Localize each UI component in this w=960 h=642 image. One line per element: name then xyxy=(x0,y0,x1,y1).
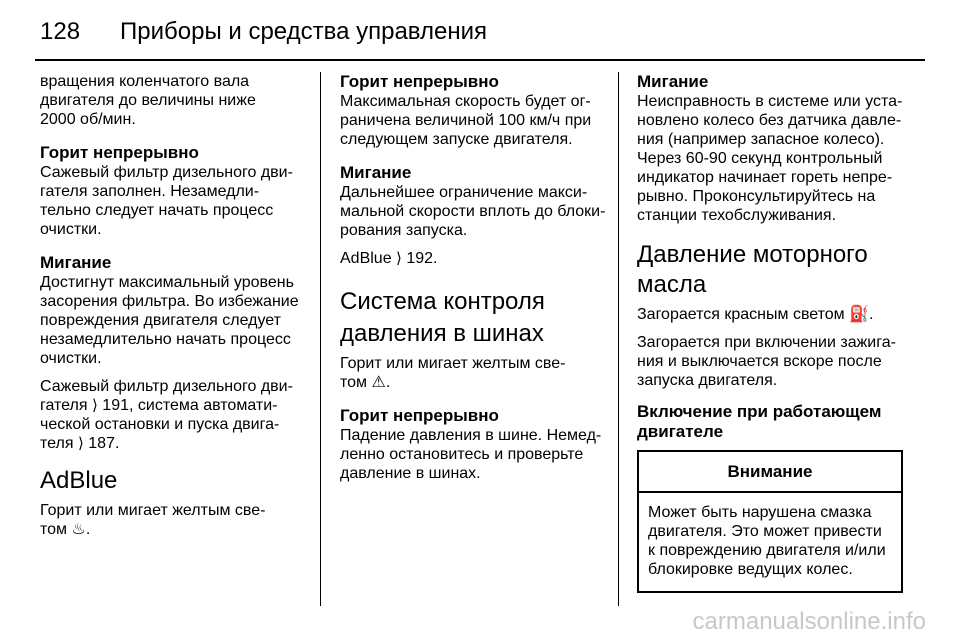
text-line: тельно следует начать процесс xyxy=(40,202,274,219)
warning-body xyxy=(639,493,901,591)
text-line: двигателя. Это может привести xyxy=(648,523,882,540)
text-fragment: 192. xyxy=(401,250,438,267)
paragraph xyxy=(340,92,602,149)
paragraph xyxy=(40,273,305,368)
header-rule xyxy=(35,59,925,61)
text-line: новлено колесо без датчика давле- xyxy=(637,112,902,129)
text-line: Загорается при включении зажига- xyxy=(637,334,896,351)
text-fragment: теля xyxy=(40,435,78,452)
text-line: запуска двигателя. xyxy=(637,372,778,389)
adblue-warning-icon: ♨ xyxy=(71,521,86,538)
text-fragment: том xyxy=(40,521,72,538)
section-heading-flashing: Мигание xyxy=(637,72,709,91)
page-title: Приборы и средства управления xyxy=(120,18,487,45)
text-line: ленно остановитесь и проверьте xyxy=(340,446,584,463)
text-line: рывно. Проконсультируйтесь на xyxy=(637,188,876,205)
text-line: Достигнут максимальный уровень xyxy=(40,274,294,291)
text-fragment: 187. xyxy=(83,435,120,452)
paragraph xyxy=(637,333,905,390)
text-line: ческой остановки и пуска двига- xyxy=(40,416,280,433)
paragraph xyxy=(637,305,905,324)
text-fragment: . xyxy=(385,374,391,391)
text-line: незамедлительно начать процесс xyxy=(40,331,291,348)
paragraph xyxy=(340,249,602,268)
text-line: ния и выключается вскоре после xyxy=(637,353,882,370)
text-line: ния (например запасное колесо). xyxy=(637,131,885,148)
text-fragment: Загорается красным светом xyxy=(637,306,850,323)
page-number: 128 xyxy=(40,18,81,45)
text-fragment: том xyxy=(340,374,372,391)
column-divider-2 xyxy=(618,72,619,606)
intro-paragraph xyxy=(40,72,305,129)
heading-line: Система контроля xyxy=(340,288,545,315)
page-ref-arrow-icon: ⟩ xyxy=(396,250,402,267)
text-fragment: . xyxy=(85,521,91,538)
heading-line: давления в шинах xyxy=(340,320,544,347)
text-line: к повреждению двигателя и/или xyxy=(648,542,886,559)
column-divider-1 xyxy=(320,72,321,606)
section-heading-steady: Горит непрерывно xyxy=(340,406,499,425)
heading-line: Включение при работающем xyxy=(637,402,882,421)
text-fragment: . xyxy=(869,306,874,323)
paragraph xyxy=(40,501,305,539)
text-line: Может быть нарушена смазка xyxy=(648,504,872,521)
text-line: следующем запуске двигателя. xyxy=(340,131,573,148)
text-line: Дальнейшее ограничение макси- xyxy=(340,184,588,201)
text-line xyxy=(340,249,602,268)
text-line xyxy=(637,305,905,324)
watermark: carmanualsonline.info xyxy=(692,608,926,635)
text-line: рования запуска. xyxy=(340,222,468,239)
text-line: Неисправность в системе или уста- xyxy=(637,93,903,110)
tire-pressure-icon: ⚠ xyxy=(371,374,386,391)
section-heading-engine-running xyxy=(637,402,905,442)
section-heading-steady: Горит непрерывно xyxy=(340,72,499,91)
text-line: раничена величиной 100 км/ч при xyxy=(340,112,592,129)
text-line: Горит или мигает желтым све- xyxy=(40,502,266,519)
page-header xyxy=(35,12,925,62)
section-heading-flashing: Мигание xyxy=(40,253,112,272)
text-fragment: гателя xyxy=(40,397,92,414)
paragraph xyxy=(40,377,305,453)
text-line xyxy=(340,373,602,392)
page-ref-arrow-icon: ⟩ xyxy=(77,435,84,452)
text-line: вращения коленчатого вала xyxy=(40,73,250,90)
oil-pressure-heading xyxy=(637,241,905,299)
warning-box xyxy=(637,450,903,593)
heading-line: Давление моторного xyxy=(637,241,868,268)
page-ref-arrow-icon: ⟩ xyxy=(92,397,98,414)
text-line: засорения фильтра. Во избежание xyxy=(40,293,299,310)
oil-can-icon: ⛽ xyxy=(849,306,870,323)
heading-line: масла xyxy=(637,271,707,298)
text-line: Сажевый фильтр дизельного дви- xyxy=(40,164,293,181)
paragraph xyxy=(637,92,905,225)
text-line xyxy=(40,396,305,415)
column-1 xyxy=(40,72,305,548)
paragraph xyxy=(340,183,606,240)
paragraph xyxy=(340,426,602,483)
tpms-heading xyxy=(340,288,602,348)
warning-title: Внимание xyxy=(639,452,901,493)
text-line: Горит или мигает желтым све- xyxy=(340,355,566,372)
text-line: двигателя до величины ниже xyxy=(40,92,256,109)
section-heading-steady: Горит непрерывно xyxy=(40,143,199,162)
text-line: Падение давления в шине. Немед- xyxy=(340,427,602,444)
text-fragment: AdBlue xyxy=(340,250,397,267)
text-line: давление в шинах. xyxy=(340,465,481,482)
text-line: Через 60-90 секунд контрольный xyxy=(637,150,883,167)
text-line: очистки. xyxy=(40,221,102,238)
text-line: блокировке ведущих колес. xyxy=(648,561,853,578)
text-fragment: 191, система автомати- xyxy=(97,397,278,414)
paragraph xyxy=(340,354,602,392)
adblue-heading: AdBlue xyxy=(40,467,118,494)
text-line: Максимальная скорость будет ог- xyxy=(340,93,591,110)
section-heading-flashing: Мигание xyxy=(340,163,412,182)
text-line: станции техобслуживания. xyxy=(637,207,837,224)
text-line: повреждения двигателя следует xyxy=(40,312,281,329)
column-3 xyxy=(637,72,905,593)
text-line: мальной скорости вплоть до блоки- xyxy=(340,203,606,220)
paragraph xyxy=(40,163,305,239)
text-line xyxy=(40,520,305,539)
text-line: 2000 об/мин. xyxy=(40,111,136,128)
text-line: гателя заполнен. Незамедли- xyxy=(40,183,260,200)
heading-line: двигателе xyxy=(637,422,724,441)
column-2 xyxy=(340,72,606,492)
text-line: очистки. xyxy=(40,350,102,367)
text-line xyxy=(40,434,305,453)
text-line: индикатор начинает гореть непре- xyxy=(637,169,893,186)
text-line: Сажевый фильтр дизельного дви- xyxy=(40,378,293,395)
